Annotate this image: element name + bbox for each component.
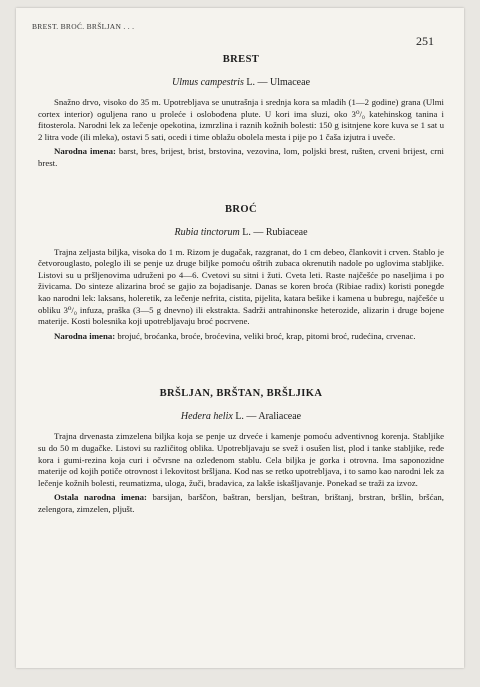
entry-title: BREST — [222, 54, 260, 65]
latin-family: L. — Rubiaceae — [239, 226, 308, 238]
folk-names-list: barst, bres, brijest, brist, brstovina, vezovina, lom, poljski brest, rušten, crveni brijest, crni brest. — [38, 146, 444, 168]
latin-name-line — [38, 227, 444, 238]
book-page — [16, 8, 464, 668]
latin-name: Ulmus campestris — [171, 77, 244, 88]
latin-family: L. — Araliaceae — [232, 411, 302, 423]
folk-names — [38, 331, 444, 343]
page-content — [38, 50, 444, 515]
entry-brest — [38, 54, 444, 170]
entry-brsljan — [38, 388, 444, 515]
entry-title: BRŠLJAN, BRŠTAN, BRŠLJIKA — [159, 388, 323, 400]
entry-title: BROĆ — [225, 203, 257, 215]
latin-name-line — [38, 77, 444, 88]
folk-names — [38, 146, 444, 169]
entry-description: Trajna drvenasta zimzelena biljka koja se penje uz drveće i kamenje pomoću adventivnog korenja. Stabljike su do 50 m dugačke. Listovi su različitog oblika. Upotrebljavaju se svež i osušen list, plod i tanke stabljike, ređe kora i gumi-rezina koja curi i očvrsne na ozleđenom stablu. Cela biljka je gorka i otrovna. Ima saponozidne materije od kojih potiče otrovnost i lekovitost bršljana. Kod nas se retko upotrebljava, i to samo kao narodni lek za lečenje kožnih bolesti, reumatizma, uloga, žuči, bradavica, za lakše iskašljavanje. Ponekad se traži za izvoz. — [38, 431, 444, 488]
folk-names-list: brojuć, broćanka, broće, broćevina, veliki broć, krap, pitomi broć, rudećina, crvenac. — [115, 330, 416, 341]
folk-names-label: Narodna imena: — [54, 330, 116, 341]
folk-names — [38, 492, 444, 515]
latin-name: Rubia tinctorum — [174, 226, 240, 238]
latin-name: Hedera helix — [180, 411, 233, 423]
latin-name-line — [38, 411, 444, 422]
folk-names-list: barsijan, barščon, baštran, bersljan, beštran, brištanj, brstran, bršlin, bršćan, zelengora, zimzelen, pljušt. — [38, 492, 444, 514]
latin-family: L. — Ulmaceae — [243, 77, 311, 88]
folk-names-label: Ostala narodna imena: — [54, 492, 147, 503]
entry-description: Trajna zeljasta biljka, visoka do 1 m. Rizom je dugačak, razgranat, do 1 cm debeo, člankovit i crven. Stablo je četvorouglasto, poleglo ili se penje uz druge biljke pomoću oštrih zubaca okrenutih nadole po uglovima stabljike. Listovi su u pršljenovima udruženi po 4—6. Cvetovi su sitni i žuti. Cveta leti. Raste najčešće po naseljima i po živicama. Do sinteze alizarina broć se gajio za bojadisanje. Danas se koren broća (Ribiae radix) koristi ponegde kao narodni lek: laksans, holeretik, za lečenje nefrita, cistita, pijelita, katara bešike i kamena u bubregu, najčešće u obliku 3⁰/₀ infuza, praška (3—5 g dnevno) ili ekstrakta. Sadrži antrahinonske heterozide, alizarin i druge bojene materije. Kosti bolesnika koji upotrebljavaju broć pocrvene. — [38, 246, 444, 327]
running-head: BREST. BROĆ. BRŠLJAN . . . — [32, 22, 135, 31]
page-number: 251 — [416, 34, 434, 48]
entry-broc — [38, 204, 444, 343]
entry-description: Snažno drvo, visoko do 35 m. Upotrebljava se unutrašnja i srednja kora sa mladih (1—2 godine) grana (Ulmi cortex interior) oguljena rano u proleće i oslobođena plute. U kori ima sluzi, oko 3⁰/₀ katehinskog tanina i fitosterola. Narodni lek za lečenje opekotina, izmrzlina i raznih kožnih bolesti: 150 g isitnjene kore kuva se 1 sat u 2 litra vode (ili mleka), ostavi 5 sati, ocedi i time oblažu obolela mesta i pije po 1 čaša izjutra i uveče. — [38, 97, 444, 142]
folk-names-label: Narodna imena: — [54, 146, 116, 157]
